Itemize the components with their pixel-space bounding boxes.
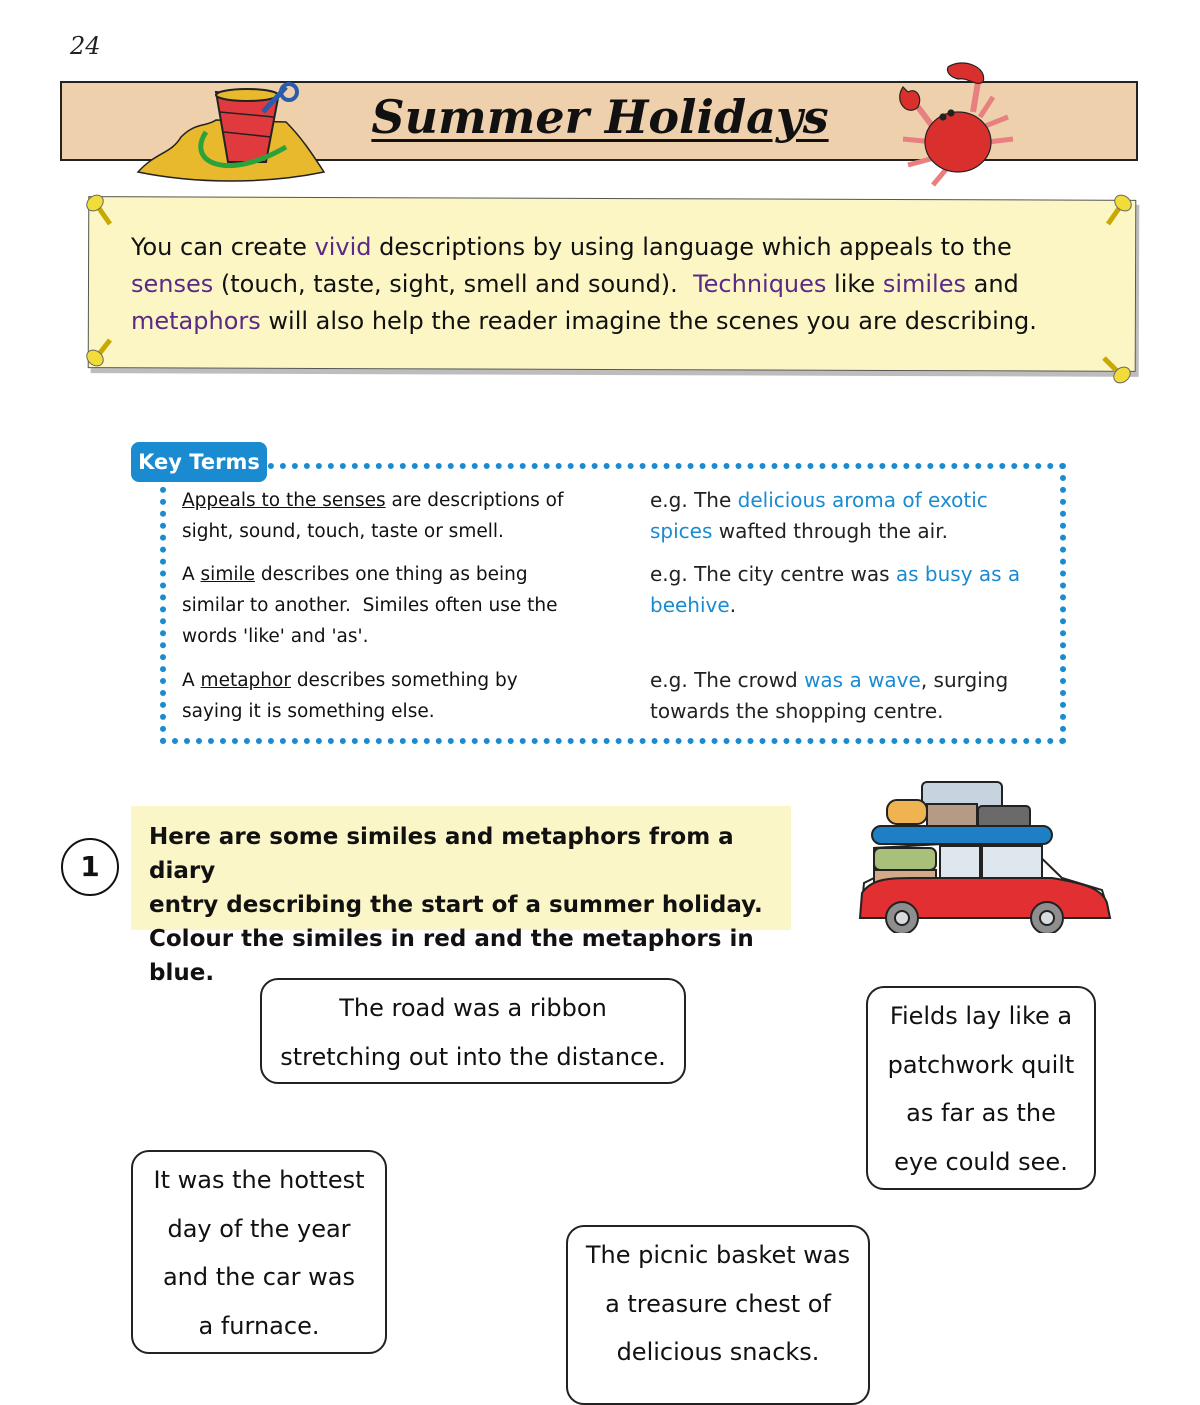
intro-text-segment: and <box>965 270 1019 298</box>
example-highlight: spices <box>650 519 713 543</box>
def-text: A <box>182 670 201 691</box>
term-name: simile <box>200 564 256 585</box>
example-text: e.g. The <box>650 488 738 512</box>
phrase-card-road[interactable] <box>260 978 686 1084</box>
example-text: e.g. The city centre was <box>650 562 896 586</box>
key-term-appeals-to-senses <box>182 485 602 547</box>
example-highlight: as busy as a <box>895 562 1021 586</box>
example-text: e.g. The crowd <box>650 668 805 692</box>
intro-text-segment: (touch, taste, sight, smell and sound). <box>213 270 694 298</box>
key-term-example-2 <box>650 559 1050 621</box>
card-line: The picnic basket was <box>585 1241 851 1269</box>
intro-text-segment: You can create <box>131 233 315 261</box>
pin-icon <box>1098 192 1134 232</box>
intro-text <box>131 229 1091 340</box>
key-term-example-3 <box>650 665 1050 727</box>
intro-highlight-senses: senses <box>131 270 214 298</box>
key-term-example-1 <box>650 485 1050 547</box>
card-line: delicious snacks. <box>616 1338 820 1366</box>
card-line: as far as the <box>906 1099 1056 1127</box>
page-title <box>0 90 1200 144</box>
def-text: words 'like' and 'as'. <box>182 626 369 647</box>
pin-icon <box>84 330 120 370</box>
def-text: are descriptions of <box>385 490 564 511</box>
intro-line-3 <box>131 303 1091 340</box>
intro-highlight-vivid: vivid <box>314 233 372 261</box>
phrase-card-furnace[interactable] <box>131 1150 387 1354</box>
phrase-card-picnic[interactable] <box>566 1225 870 1405</box>
def-text: A <box>182 564 201 585</box>
intro-text-segment: descriptions by using language which appeals to the <box>371 233 1012 261</box>
question-number: 1 <box>61 838 119 896</box>
def-text: saying it is something else. <box>182 701 435 722</box>
example-text: wafted through the air. <box>712 519 948 543</box>
def-text: sight, sound, touch, taste or smell. <box>182 521 504 542</box>
example-highlight: was a wave <box>804 668 921 692</box>
intro-highlight-metaphors: metaphors <box>131 307 261 335</box>
def-text: similar to another. Similes often use the <box>182 595 558 616</box>
phrase-card-fields[interactable] <box>866 986 1096 1190</box>
card-line: a furnace. <box>198 1311 320 1340</box>
example-highlight: beehive <box>650 593 730 617</box>
intro-line-1 <box>131 229 1091 266</box>
intro-highlight-techniques: Techniques <box>693 270 827 298</box>
example-text: , surging <box>920 668 1009 692</box>
term-name: metaphor <box>200 670 291 691</box>
car-with-luggage-icon <box>852 778 1114 933</box>
page-number: 24 <box>70 32 101 60</box>
card-line: The road was a ribbon <box>339 994 607 1022</box>
question-line: entry describing the start of a summer holiday. <box>149 892 763 918</box>
key-term-simile <box>182 559 602 652</box>
intro-text-segment: like <box>826 270 883 298</box>
pin-icon <box>84 192 120 232</box>
intro-highlight-similes: similes <box>882 270 966 298</box>
intro-text-segment: will also help the reader imagine the scenes you are describing. <box>260 307 1037 335</box>
def-text: describes something by <box>290 670 518 691</box>
term-name: Appeals to the senses <box>182 490 386 511</box>
example-highlight: delicious aroma of exotic <box>737 488 988 512</box>
key-term-metaphor <box>182 665 602 727</box>
card-line: Fields lay like a <box>889 1002 1073 1030</box>
example-text: . <box>729 593 737 617</box>
question-line: Colour the similes in red and the metaphors in blue. <box>149 926 754 986</box>
key-terms-label: Key Terms <box>131 442 267 482</box>
page-title-text: Summer Holidays <box>371 90 829 144</box>
pin-icon <box>1098 348 1134 388</box>
card-line: stretching out into the distance. <box>280 1042 666 1071</box>
example-text: towards the shopping centre. <box>650 699 944 723</box>
def-text: describes one thing as being <box>255 564 528 585</box>
question-line: Here are some similes and metaphors from a diary <box>149 824 734 884</box>
question-text <box>149 820 789 990</box>
card-line: It was the hottest <box>153 1166 365 1194</box>
card-line: day of the year <box>167 1214 351 1243</box>
card-line: eye could see. <box>894 1147 1068 1176</box>
card-line: and the car was <box>162 1263 356 1291</box>
intro-line-2 <box>131 266 1091 303</box>
card-line: a treasure chest of <box>605 1289 831 1318</box>
card-line: patchwork quilt <box>887 1050 1075 1079</box>
